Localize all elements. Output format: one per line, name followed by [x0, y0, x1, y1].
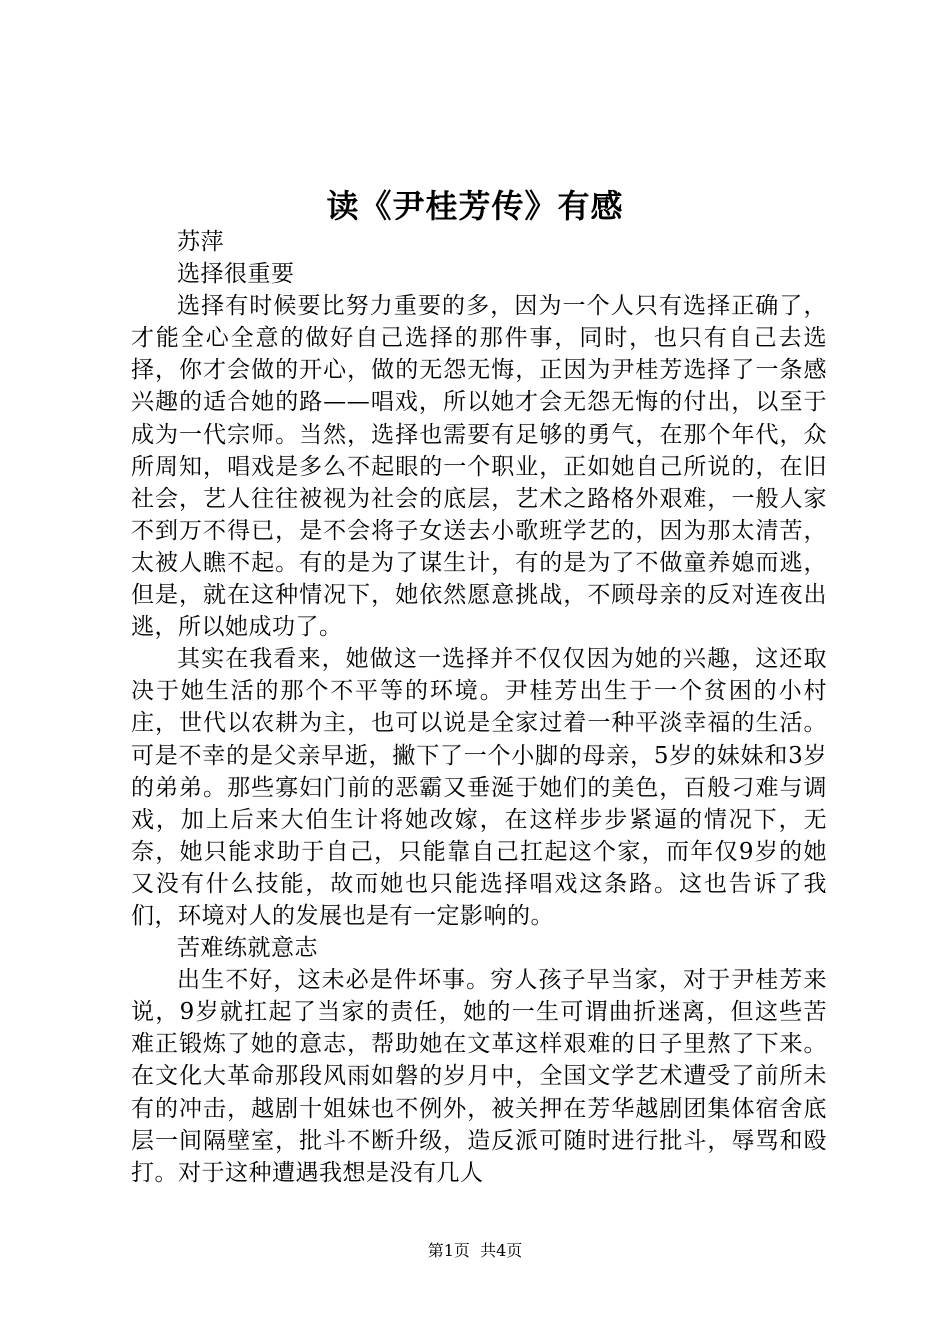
page-number-footer: 第1页 共4页	[427, 1241, 523, 1260]
paragraph: 其实在我看来，她做这一选择并不仅仅因为她的兴趣，这还取决于她生活的那个不平等的环境。尹桂芳出生于一个贫困的小村庄，世代以农耕为主，也可以说是全家过着一种平淡幸福的生活。可是不幸的是父亲早逝，撇下了一个小脚的母亲，5岁的妹妹和3岁的弟弟。那些寡妇门前的恶霸又垂涎于她们的美色，百般刁难与调戏，加上后来大伯生计将她改嫁，在这样步步紧逼的情况下，无奈，她只能求助于自己，只能靠自己扛起这个家，而年仅9岁的她又没有什么技能，故而她也只能选择唱戏这条路。这也告诉了我们，环境对人的发展也是有一定影响的。	[131, 646, 827, 929]
paragraph: 选择有时候要比努力重要的多，因为一个人只有选择正确了，才能全心全意的做好自己选择的那件事，同时，也只有自己去选择，你才会做的开心，做的无怨无悔，正因为尹桂芳选择了一条感兴趣的适合她的路——唱戏，所以她才会无怨无悔的付出，以至于成为一代宗师。当然，选择也需要有足够的勇气，在那个年代，众所周知，唱戏是多么不起眼的一个职业，正如她自己所说的，在旧社会，艺人往往被视为社会的底层，艺术之路格外艰难，一般人家不到万不得已，是不会将子女送去小歌班学艺的，因为那太清苦，太被人瞧不起。有的是为了谋生计，有的是为了不做童养媳而逃，但是，就在这种情况下，她依然愿意挑战，不顾母亲的反对连夜出逃，所以她成功了。	[131, 293, 827, 641]
author-name: 苏萍	[177, 229, 224, 255]
paragraph: 出生不好，这未必是件坏事。穷人孩子早当家，对于尹桂芳来说，9岁就扛起了当家的责任，她的一生可谓曲折迷离，但这些苦难正锻炼了她的意志，帮助她在文革这样艰难的日子里熬了下来。在文化大革命那段风雨如磐的岁月中，全国文学艺术遭受了前所未有的冲击，越剧十姐妹也不例外，被关押在芳华越剧团集体宿舍底层一间隔壁室，批斗不断升级，造反派可随时进行批斗，辱骂和殴打。对于这种遭遇我想是没有几人	[131, 967, 827, 1186]
document-body	[131, 226, 827, 1189]
document-title: 读《尹桂芳传》有感	[326, 187, 624, 225]
section-heading: 选择很重要	[177, 261, 295, 288]
section-heading: 苦难练就意志	[177, 935, 318, 962]
